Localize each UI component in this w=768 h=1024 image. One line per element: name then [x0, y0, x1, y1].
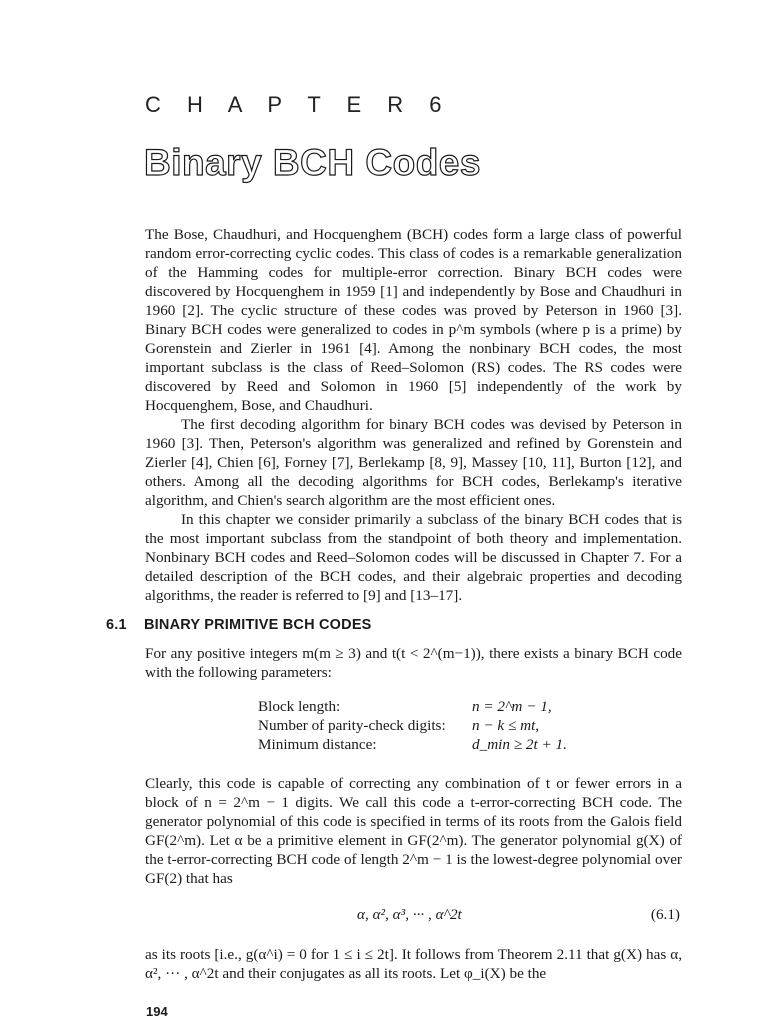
- section-lead-paragraph: For any positive integers m(m ≥ 3) and t(t < 2^(m−1)), there exists a binary BCH code with the following parameters:: [145, 645, 682, 681]
- section-lead-text: [145, 644, 682, 682]
- section-number: 6.1: [106, 617, 127, 633]
- section-heading: [106, 617, 372, 633]
- code-parameters-table: [258, 697, 567, 754]
- intro-paragraph-1: The Bose, Chaudhuri, and Hocquenghem (BCH) codes form a large class of powerful random error-correcting cyclic codes. This class of codes is a remarkable generalization of the Hamming codes for multiple-error correction. Binary BCH codes were discovered by Hocquenghem in 1959 [1] and independently by Bose and Chaudhuri in 1960 [2]. The cyclic structure of these codes was proved by Peterson in 1960 [3]. Binary BCH codes were generalized to codes in p^m symbols (where p is a prime) by Gorenstein and Zierler in 1961 [4]. Among the nonbinary BCH codes, the most important subclass is the class of Reed–Solomon (RS) codes. The RS codes were discovered by Reed and Solomon in 1960 [5] independently of the work by Hocquenghem, Bose, and Chaudhuri.: [145, 226, 682, 414]
- generator-paragraph: Clearly, this code is capable of correcting any combination of t or fewer errors in a block of n = 2^m − 1 digits. We call this code a t-error-correcting BCH code. The generator polynomial of this code is specified in terms of its roots from the Galois field GF(2^m). Let α be a primitive element in GF(2^m). The generator polynomial g(X) of the t-error-correcting BCH code of length 2^m − 1 is the lowest-degree polynomial over GF(2) that has: [145, 775, 682, 887]
- param-value: n − k ≤ mt,: [472, 717, 540, 734]
- intro-paragraph-2: The first decoding algorithm for binary BCH codes was devised by Peterson in 1960 [3]. Then, Peterson's algorithm was generalized and refined by Gorenstein and Zierler [4], Chien [6], Forney [7], Berlekamp [8, 9], Massey [10, 11], Burton [12], and others. Among all the decoding algorithms for BCH codes, Berlekamp's iterative algorithm, and Chien's search algorithm are the most efficient ones.: [145, 416, 682, 509]
- chapter-title: Binary BCH Codes: [144, 142, 481, 183]
- param-label: Block length:: [258, 698, 341, 715]
- param-value: d_min ≥ 2t + 1.: [472, 736, 567, 753]
- param-label: Minimum distance:: [258, 736, 377, 753]
- equation-6-1: [145, 906, 682, 926]
- section-title: BINARY PRIMITIVE BCH CODES: [144, 617, 372, 633]
- equation-expression: α, α², α³, ··· , α^2t: [357, 906, 462, 923]
- param-label: Number of parity-check digits:: [258, 717, 446, 734]
- param-value: n = 2^m − 1,: [472, 698, 552, 715]
- intro-text: [145, 225, 682, 605]
- param-row: [258, 735, 567, 754]
- chapter-label: C H A P T E R 6: [145, 92, 452, 117]
- roots-paragraph: as its roots [i.e., g(α^i) = 0 for 1 ≤ i ≤ 2t]. It follows from Theorem 2.11 that g(X) has α, α², ··· , α^2t and their conjugates as all its roots. Let φ_i(X) be the: [145, 946, 682, 982]
- equation-number: (6.1): [650, 906, 680, 923]
- generator-text: [145, 774, 682, 888]
- intro-paragraph-3: In this chapter we consider primarily a subclass of the binary BCH codes that is the most important subclass from the standpoint of both theory and implementation. Nonbinary BCH codes and Reed–Solomon codes will be discussed in Chapter 7. For a detailed description of the BCH codes, and their algebraic properties and decoding algorithms, the reader is referred to [9] and [13–17].: [145, 511, 682, 604]
- page-number: 194: [146, 1004, 168, 1019]
- roots-text: [145, 945, 682, 983]
- param-row: [258, 716, 567, 735]
- param-row: [258, 697, 567, 716]
